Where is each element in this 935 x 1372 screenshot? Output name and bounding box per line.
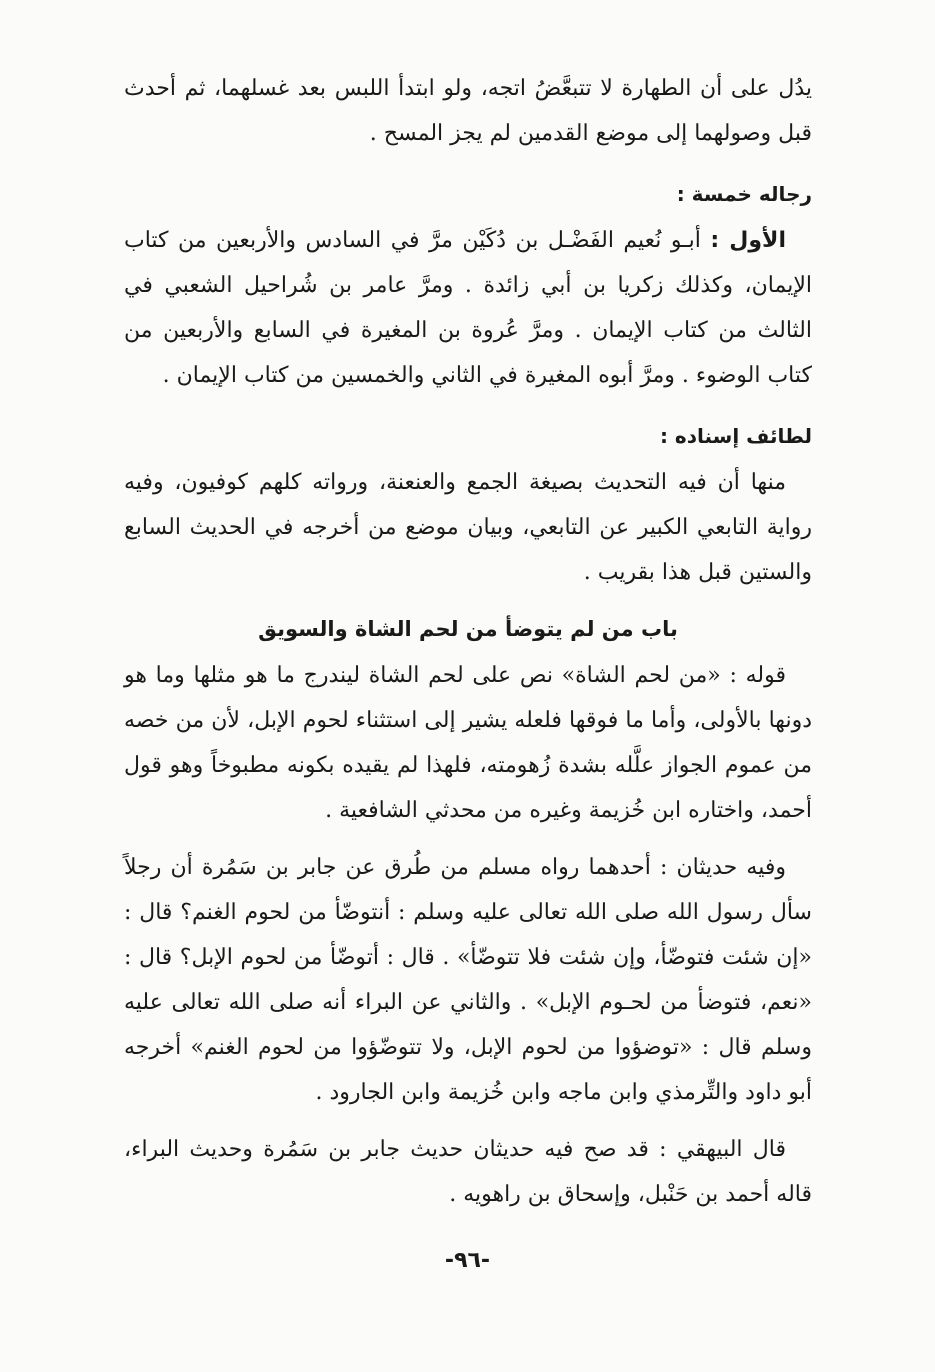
narrators-heading: رجاله خمسة :: [676, 182, 812, 206]
narrators-paragraph: [124, 218, 812, 398]
chapter-title: باب من لم يتوضأ من لحم الشاة والسويق: [258, 617, 678, 641]
page-content: [124, 66, 812, 1217]
subtleties-heading: لطائف إسناده :: [659, 424, 812, 448]
body-paragraph-3: قال البيهقي : قد صح فيه حديثان حديث جابر بن سَمُرة وحديث البراء، قاله أحمد بن حَنْبل، وإسحاق بن راهويه .: [124, 1137, 812, 1207]
first-narrator-lead: الأول :: [710, 228, 786, 253]
narrators-text: أبـو نُعيم الفَضْـل بن دُكَيْن مرَّ في السادس والأربعين من كتاب الإيمان، وكذلك زكريا بن أبي زائدة . ومرَّ عامر بن شُراحيل الشعبي في الثالث من كتاب الإيمان . ومرَّ عُروة بن المغيرة في السابع والأربعين من كتاب الوضوء . ومرَّ أبوه المغيرة في الثاني والخمسين من كتاب الإيمان .: [124, 228, 812, 388]
body-paragraph-2: وفيه حديثان : أحدهما رواه مسلم من طُرق عن جابر بن سَمُرة أن رجلاً سأل رسول الله صلى الله تعالى عليه وسلم : أنتوضّأ من لحوم الغنم؟ قال : «إن شئت فتوضّأ، وإن شئت فلا تتوضّأ» . قال : أتوضّأ من لحوم الإبل؟ قال : «نعم، فتوضأ من لحـوم الإبل» . والثاني عن البراء أنه صلى الله تعالى عليه وسلم قال : «توضؤوا من لحوم الإبل، ولا تتوضّؤوا من لحوم الغنم» أخرجه أبو داود والتِّرمذي وابن ماجه وابن خُزيمة وابن الجارود .: [124, 855, 812, 1105]
page-number: -٩٦-: [444, 1248, 491, 1273]
body-paragraph-1: قوله : «من لحم الشاة» نص على لحم الشاة ليندرج ما هو مثلها وما هو دونها بالأولى، وأما ما فوقها فلعله يشير إلى استثناء لحوم الإبل، لأن من خصه من عموم الجواز علَّله بشدة زُهومته، فلهذا لم يقيده بكونه مطبوخاً وهو قول أحمد، واختاره ابن خُزيمة وغيره من محدثي الشافعية .: [124, 663, 812, 823]
subtleties-paragraph: منها أن فيه التحديث بصيغة الجمع والعنعنة، ورواته كلهم كوفيون، وفيه رواية التابعي الكبير عن التابعي، وبيان موضع من أخرجه في الحديث السابع والستين قبل هذا بقريب .: [124, 470, 812, 585]
intro-paragraph: يدُل على أن الطهارة لا تتبعَّضُ اتجه، ولو ابتدأ اللبس بعد غسلهما، ثم أحدث قبل وصولهما إلى موضع القدمين لم يجز المسح .: [124, 76, 812, 146]
